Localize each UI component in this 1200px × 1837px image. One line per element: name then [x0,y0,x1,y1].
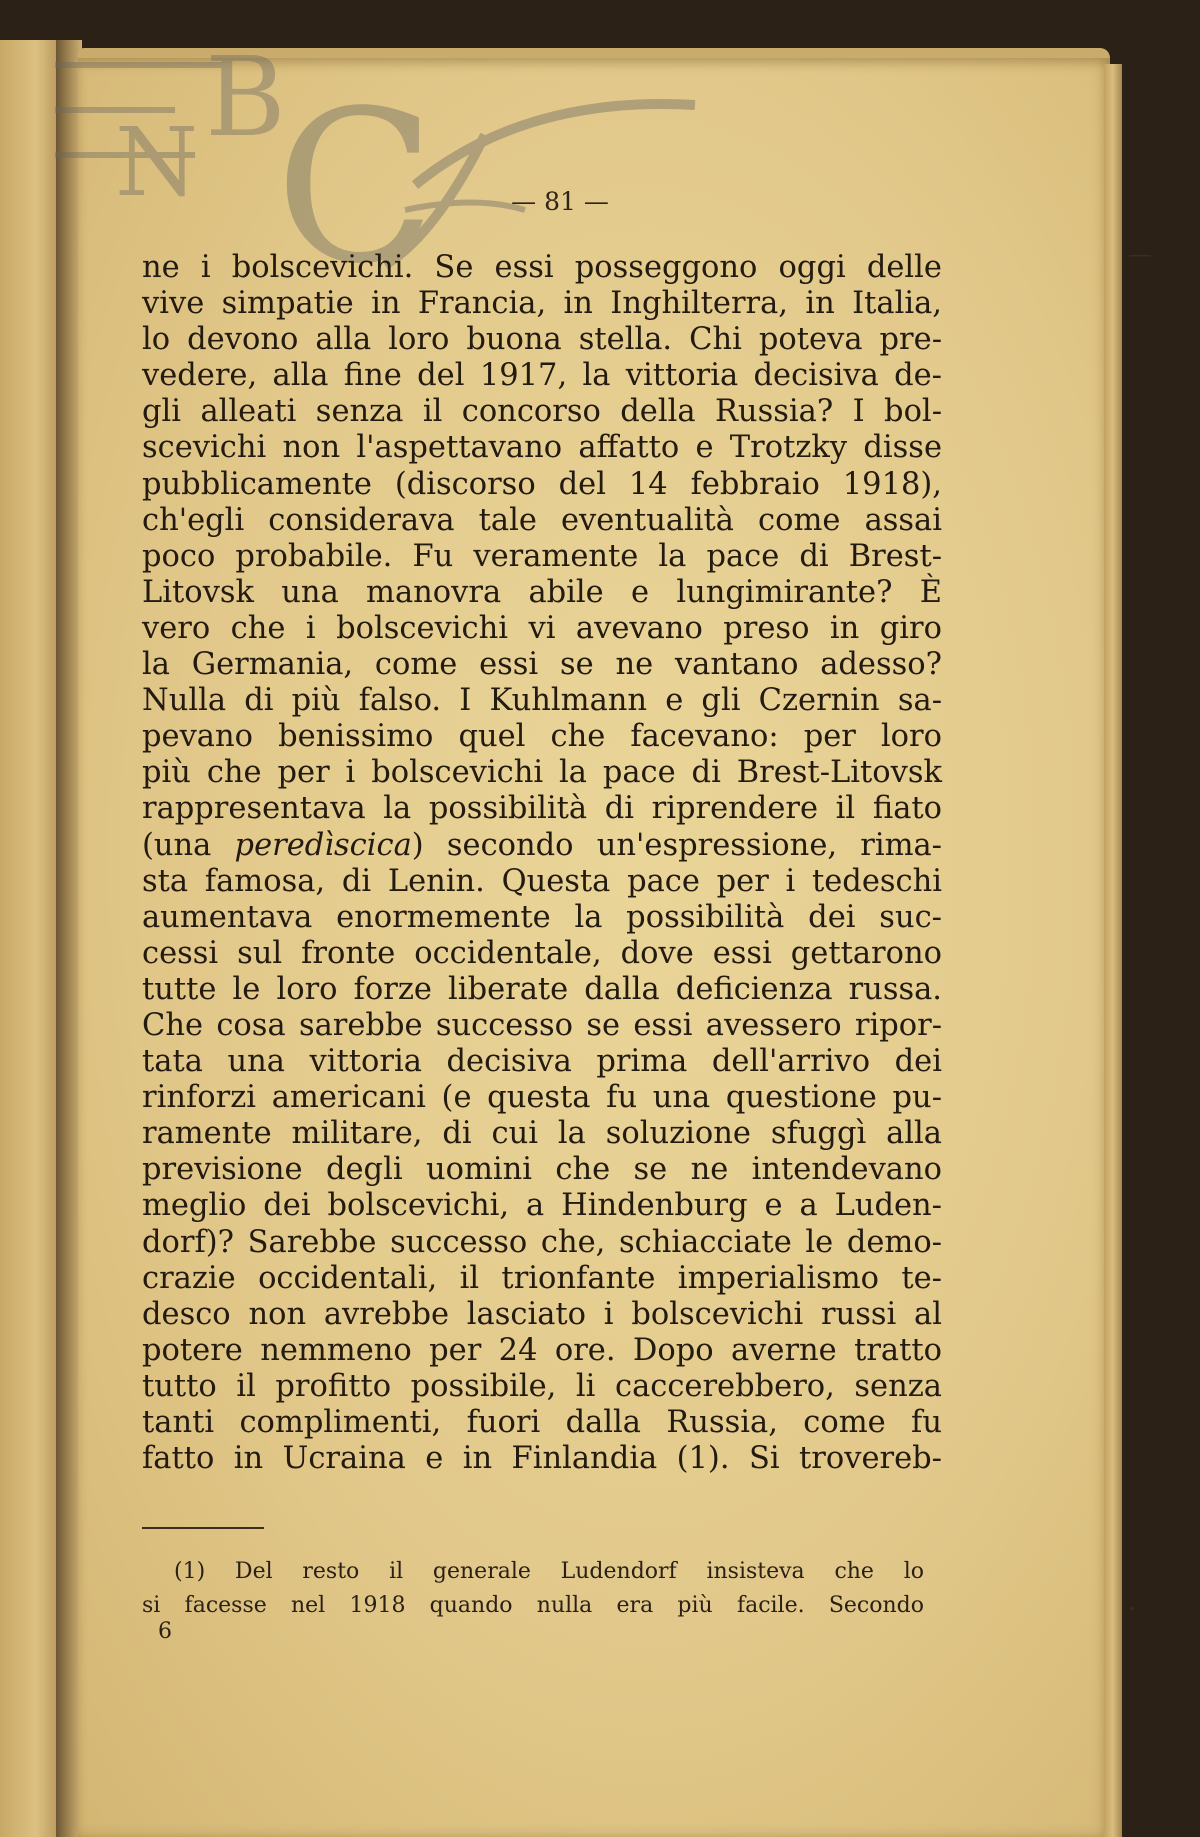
footnote-line: si facesse nel 1918 quando nulla era più facile. Secondo [142,1593,924,1618]
text-line: aumentava enormemente la possibilità dei suc- [142,899,942,935]
text-line: tata una vittoria decisiva prima dell'arrivo dei [142,1044,942,1080]
library-watermark-logo [55,35,705,275]
text-line: dorf)? Sarebbe successo che, schiacciate le demo- [142,1224,942,1260]
text-line: ch'egli considerava tale eventualità come assai [142,502,942,538]
text-line: ramente militare, di cui la soluzione sfuggì alla [142,1116,942,1152]
signature-mark: 6 [158,1619,172,1644]
page-number: — 81 — [511,187,609,216]
text-line: vedere, alla fine del 1917, la vittoria decisiva de- [142,358,942,394]
text-line: lo devono alla loro buona stella. Chi poteva pre- [142,322,942,358]
text-line: sta famosa, di Lenin. Questa pace per i tedeschi [142,863,942,899]
left-page-edge [0,40,60,1837]
text-line: previsione degli uomini che se ne intendevano [142,1152,942,1188]
text-segment: ) secondo un'espressione, rima- [411,827,942,863]
text-line: pevano benissimo quel che facevano: per loro [142,719,942,755]
text-line: desco non avrebbe lasciato i bolscevichi russi al [142,1296,942,1332]
text-line: più che per i bolscevichi la pace di Brest-Litovsk [142,755,942,791]
text-line: gli alleati senza il concorso della Russia? I bol- [142,394,942,430]
footnote-rule [142,1527,264,1529]
body-text [142,250,942,1477]
text-line: vero che i bolscevichi vi avevano preso in giro [142,610,942,646]
italic-term: peredìscica [234,827,412,863]
text-line: pubblicamente (discorso del 14 febbraio 1918), [142,466,942,502]
text-line: Litovsk una manovra abile e lungimirante? È [142,574,942,610]
page-right-edge [1104,64,1122,1837]
text-line: poco probabile. Fu veramente la pace di Brest- [142,538,942,574]
text-line: Che cosa sarebbe successo se essi avessero ripor- [142,1007,942,1043]
text-line: rappresentava la possibilità di riprendere il fiato [142,791,942,827]
svg-text:N: N [115,108,199,218]
text-line: Nulla di più falso. I Kuhlmann e gli Czernin sa- [142,683,942,719]
footnote [142,1555,924,1623]
footnote-line: (1) Del resto il generale Ludendorf insisteva che lo [174,1559,924,1584]
text-line: cessi sul fronte occidentale, dove essi gettarono [142,935,942,971]
text-line: tutte le loro forze liberate dalla deficienza russa. [142,971,942,1007]
text-line: meglio dei bolscevichi, a Hindenburg e a Luden- [142,1188,942,1224]
text-line: fatto in Ucraina e in Finlandia (1). Si trovereb- [142,1441,942,1477]
text-segment: (una [142,827,235,863]
text-line: tutto il profitto possibile, li caccerebbero, senza [142,1368,942,1404]
margin-dot: · [1128,1595,1136,1623]
margin-dash: — [1128,240,1152,268]
text-line: potere nemmeno per 24 ore. Dopo averne tratto [142,1332,942,1368]
text-line: vive simpatie in Francia, in Inghilterra, in Italia, [142,286,942,322]
text-line: scevichi non l'aspettavano affatto e Trotzky disse [142,430,942,466]
text-line: ne i bolscevichi. Se essi posseggono oggi delle [142,250,942,285]
svg-text:C: C [275,65,436,275]
svg-text:B: B [205,35,286,161]
text-line: crazie occidentali, il trionfante imperialismo te- [142,1260,942,1296]
text-line: rinforzi americani (e questa fu una questione pu- [142,1080,942,1116]
text-line [142,828,942,864]
text-line: la Germania, come essi se ne vantano adesso? [142,647,942,683]
text-line: tanti complimenti, fuori dalla Russia, come fu [142,1405,942,1440]
